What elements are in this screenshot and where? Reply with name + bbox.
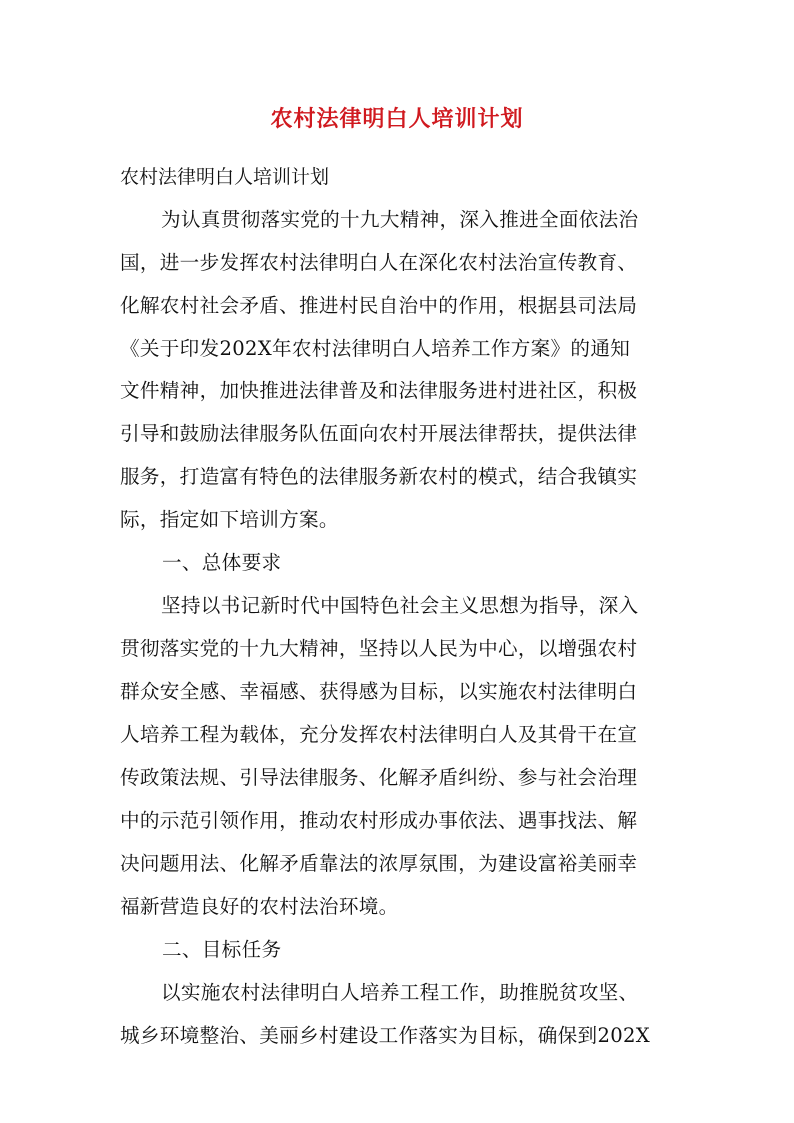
section-heading: 二、目标任务 bbox=[162, 938, 282, 961]
section1-line: 贯彻落实党的十九大精神，坚持以人民为中心，以增强农村 bbox=[120, 637, 638, 660]
intro-line: 《关于印发202X年农村法律明白人培养工作方案》的通知 bbox=[120, 337, 631, 360]
section1-line: 群众安全感、幸福感、获得感为目标，以实施农村法律明白 bbox=[120, 680, 638, 703]
section1-line: 坚持以书记新时代中国特色社会主义思想为指导，深入 bbox=[161, 594, 639, 617]
section1-line: 福新营造良好的农村法治环境。 bbox=[120, 895, 399, 918]
section-heading: 一、总体要求 bbox=[162, 551, 282, 574]
section2-line: 城乡环境整治、美丽乡村建设工作落实为目标，确保到202X bbox=[120, 1024, 650, 1047]
intro-line: 化解农村社会矛盾、推进村民自治中的作用，根据县司法局 bbox=[120, 294, 638, 317]
document-subtitle: 农村法律明白人培训计划 bbox=[120, 166, 330, 188]
intro-line: 引导和鼓励法律服务队伍面向农村开展法律帮扶，提供法律 bbox=[120, 422, 638, 445]
section1-line: 人培养工程为载体，充分发挥农村法律明白人及其骨干在宣 bbox=[120, 723, 638, 746]
intro-line: 服务，打造富有特色的法律服务新农村的模式，结合我镇实 bbox=[120, 465, 638, 488]
intro-line: 为认真贯彻落实党的十九大精神，深入推进全面依法治 bbox=[161, 208, 639, 231]
section2-line: 以实施农村法律明白人培养工程工作，助推脱贫攻坚、 bbox=[161, 981, 639, 1004]
intro-line: 际，指定如下培训方案。 bbox=[120, 508, 339, 531]
section1-line: 中的示范引领作用，推动农村形成办事依法、遇事找法、解 bbox=[120, 809, 638, 832]
document-title: 农村法律明白人培训计划 bbox=[270, 106, 524, 132]
intro-line: 国，进一步发挥农村法律明白人在深化农村法治宣传教育、 bbox=[120, 251, 638, 274]
intro-line: 文件精神，加快推进法律普及和法律服务进村进社区，积极 bbox=[120, 379, 638, 402]
section1-line: 传政策法规、引导法律服务、化解矛盾纠纷、参与社会治理 bbox=[120, 766, 638, 789]
section1-line: 决问题用法、化解矛盾靠法的浓厚氛围，为建设富裕美丽幸 bbox=[120, 852, 638, 875]
